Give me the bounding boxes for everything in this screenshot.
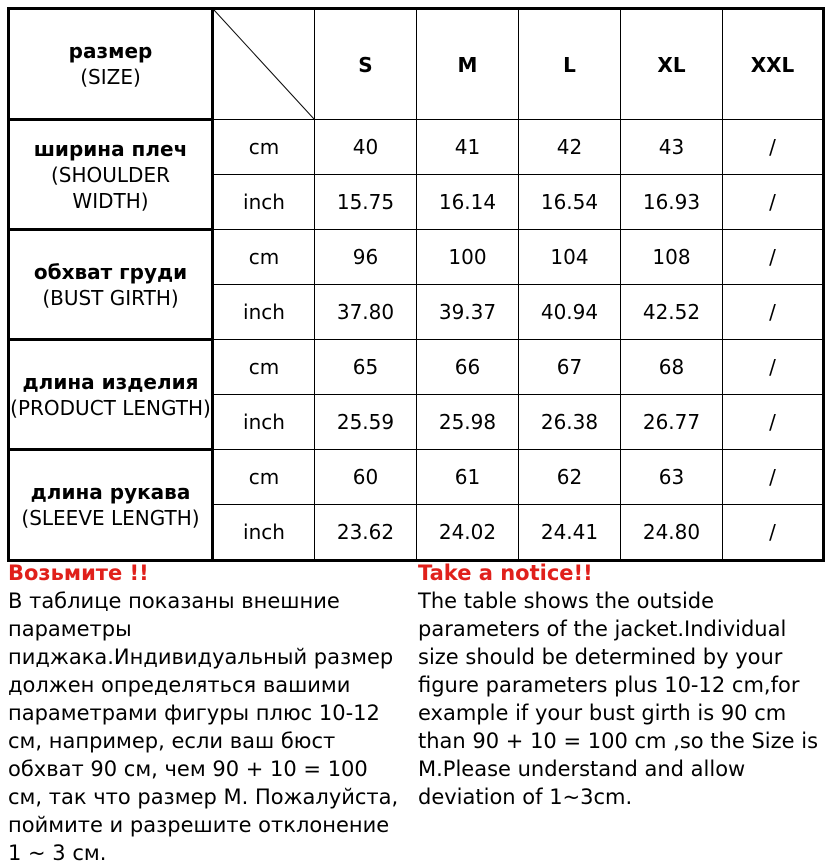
value-cell: 61: [417, 450, 519, 505]
unit-cell: inch: [213, 505, 315, 561]
size-header-xxl: XXL: [723, 9, 824, 120]
size-header-m: M: [417, 9, 519, 120]
diagonal-corner-cell: [213, 9, 315, 120]
value-cell: 42: [519, 120, 621, 175]
unit-cell: cm: [213, 120, 315, 175]
value-cell: 15.75: [315, 175, 417, 230]
value-cell: 40.94: [519, 285, 621, 340]
value-cell: 62: [519, 450, 621, 505]
size-header-l: L: [519, 9, 621, 120]
value-cell: /: [723, 285, 824, 340]
value-cell: 24.02: [417, 505, 519, 561]
value-cell: 66: [417, 340, 519, 395]
unit-cell: inch: [213, 285, 315, 340]
table-row: [9, 120, 824, 175]
table-row: [9, 340, 824, 395]
size-header-s: S: [315, 9, 417, 120]
category-label-ru: ширина плеч: [33, 136, 188, 161]
size-header-xl: XL: [621, 9, 723, 120]
value-cell: 25.59: [315, 395, 417, 450]
category-label-ru: длина рукава: [30, 480, 191, 504]
value-cell: 16.14: [417, 175, 519, 230]
category-label-en: (PRODUCT LENGTH): [10, 395, 211, 420]
value-cell: 40: [315, 120, 417, 175]
value-cell: 43: [621, 120, 723, 175]
value-cell: 26.38: [519, 395, 621, 450]
value-cell: 24.41: [519, 505, 621, 561]
value-cell: /: [723, 120, 824, 175]
table-row: [9, 230, 824, 285]
value-cell: 16.93: [621, 175, 723, 230]
unit-cell: cm: [213, 450, 315, 505]
size-label-cell: [9, 9, 213, 120]
unit-cell: inch: [213, 175, 315, 230]
value-cell: /: [723, 175, 824, 230]
value-cell: 16.54: [519, 175, 621, 230]
value-cell: 23.62: [315, 505, 417, 561]
value-cell: /: [723, 395, 824, 450]
table-row: [9, 450, 824, 505]
notice-english: [418, 559, 823, 811]
category-label-en: (SLEEVE LENGTH): [21, 506, 200, 530]
notice-heading-ru: Возьмите !!: [8, 561, 149, 585]
notice-russian: [8, 559, 408, 867]
notice-text-en: The table shows the outside parameters of the jacket.Individual size should be determined by your figure parameters plus 10-12 cm,for example if your bust girth is 90 cm than 90 + 10 = 100 cm ,so the Size is M.Please understand and allow deviation of 1~3cm.: [418, 589, 819, 809]
diagonal-line: [214, 10, 314, 119]
value-cell: 42.52: [621, 285, 723, 340]
category-cell: [9, 120, 213, 230]
category-cell: [9, 230, 213, 340]
value-cell: /: [723, 340, 824, 395]
category-label-en: (SHOULDER WIDTH): [51, 162, 170, 213]
value-cell: /: [723, 230, 824, 285]
value-cell: 26.77: [621, 395, 723, 450]
size-chart-table: [7, 7, 825, 562]
category-label-ru: длина изделия: [22, 369, 199, 394]
notice-text-ru: В таблице показаны внешние параметры пиджака.Индивидуальный размер должен определяться вашими параметрами фигуры плюс 10-12 см, например, если ваш бюст обхват 90 см, чем 90 + 10 = 100 см, так что размер M. Пожалуйста, поймите и разрешите отклонение 1 ~ 3 см.: [8, 589, 399, 865]
value-cell: 39.37: [417, 285, 519, 340]
category-cell: [9, 450, 213, 561]
unit-cell: cm: [213, 230, 315, 285]
unit-cell: cm: [213, 340, 315, 395]
table-header-row: [9, 9, 824, 120]
value-cell: /: [723, 505, 824, 561]
unit-cell: inch: [213, 395, 315, 450]
value-cell: 37.80: [315, 285, 417, 340]
value-cell: 41: [417, 120, 519, 175]
value-cell: 24.80: [621, 505, 723, 561]
notice-heading-en: Take a notice!!: [418, 561, 593, 585]
value-cell: 108: [621, 230, 723, 285]
value-cell: 96: [315, 230, 417, 285]
category-cell: [9, 340, 213, 450]
value-cell: /: [723, 450, 824, 505]
value-cell: 100: [417, 230, 519, 285]
value-cell: 68: [621, 340, 723, 395]
value-cell: 63: [621, 450, 723, 505]
value-cell: 67: [519, 340, 621, 395]
value-cell: 25.98: [417, 395, 519, 450]
category-label-ru: обхват груди: [33, 259, 188, 284]
category-label-en: (BUST GIRTH): [42, 285, 179, 310]
value-cell: 65: [315, 340, 417, 395]
value-cell: 104: [519, 230, 621, 285]
size-label-ru: размер: [68, 39, 153, 63]
size-label-en: (SIZE): [80, 65, 141, 89]
value-cell: 60: [315, 450, 417, 505]
